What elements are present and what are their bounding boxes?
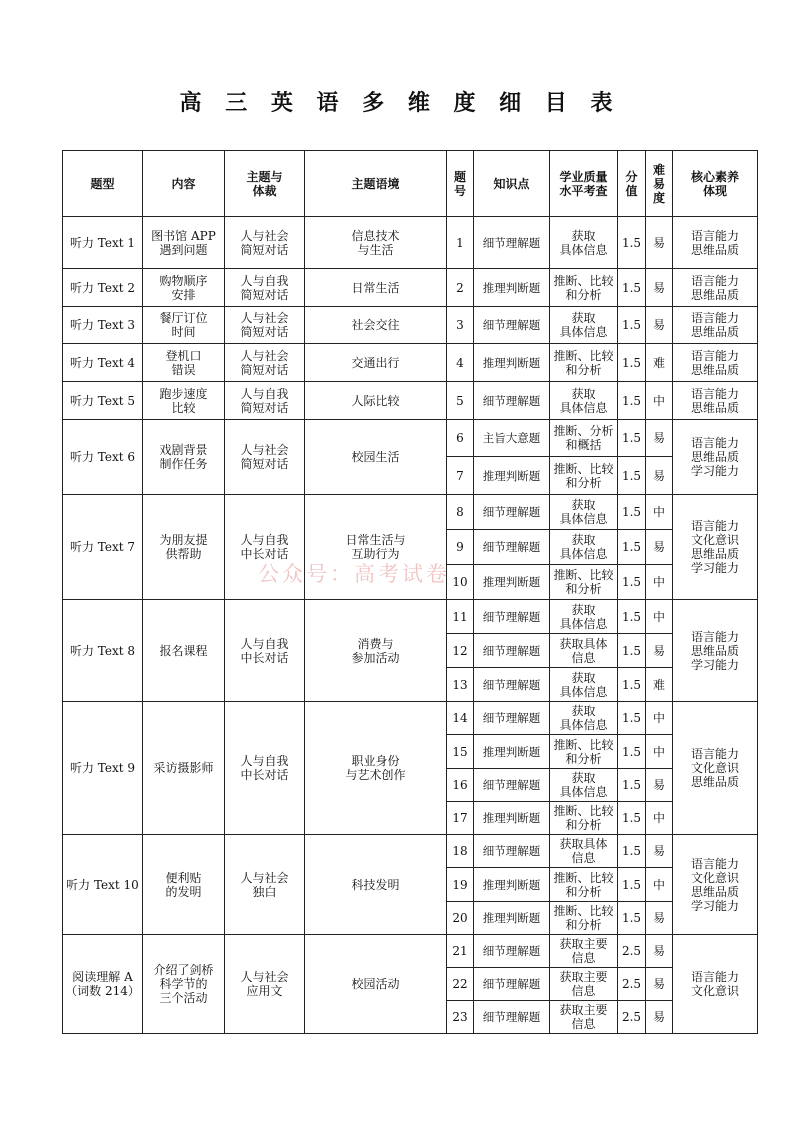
- question-number-cell: 16: [447, 769, 474, 802]
- difficulty-cell: 易: [646, 457, 673, 495]
- score-cell: 1.5: [618, 769, 646, 802]
- score-cell: 1.5: [618, 702, 646, 735]
- question-type-cell: 听力 Text 5: [63, 382, 143, 420]
- question-number-cell: 1: [447, 217, 474, 269]
- context-cell: 人际比较: [305, 382, 447, 420]
- score-cell: 1.5: [618, 217, 646, 269]
- score-cell: 1.5: [618, 634, 646, 668]
- question-number-cell: 7: [447, 457, 474, 495]
- theme-genre-cell: 人与自我 中长对话: [225, 702, 305, 835]
- theme-genre-cell: 人与社会 应用文: [225, 935, 305, 1034]
- spec-table-body: [63, 217, 758, 1034]
- question-number-cell: 5: [447, 382, 474, 420]
- header-row: [63, 151, 758, 217]
- question-type-cell: 听力 Text 3: [63, 307, 143, 344]
- header-question-number: 题 号: [447, 151, 474, 217]
- question-type-cell: 听力 Text 9: [63, 702, 143, 835]
- table-row: [63, 269, 758, 307]
- quality-level-cell: 推断、比较 和分析: [550, 735, 618, 769]
- difficulty-cell: 中: [646, 600, 673, 634]
- difficulty-cell: 易: [646, 217, 673, 269]
- knowledge-point-cell: 细节理解题: [474, 382, 550, 420]
- knowledge-point-cell: 主旨大意题: [474, 420, 550, 457]
- question-number-cell: 14: [447, 702, 474, 735]
- context-cell: 消费与 参加活动: [305, 600, 447, 702]
- content-cell: 图书馆 APP 遇到问题: [143, 217, 225, 269]
- content-cell: 为朋友提 供帮助: [143, 495, 225, 600]
- content-cell: 便利贴 的发明: [143, 835, 225, 935]
- quality-level-cell: 获取 具体信息: [550, 702, 618, 735]
- content-cell: 戏剧背景 制作任务: [143, 420, 225, 495]
- question-number-cell: 17: [447, 802, 474, 835]
- spec-table: [62, 150, 758, 1034]
- content-cell: 报名课程: [143, 600, 225, 702]
- question-number-cell: 18: [447, 835, 474, 868]
- quality-level-cell: 推断、比较 和分析: [550, 457, 618, 495]
- header-core-literacy: 核心素养 体现: [673, 151, 758, 217]
- quality-level-cell: 获取主要 信息: [550, 935, 618, 968]
- knowledge-point-cell: 细节理解题: [474, 634, 550, 668]
- core-literacy-cell: 语言能力 思维品质: [673, 344, 758, 382]
- score-cell: 2.5: [618, 935, 646, 968]
- question-type-cell: 阅读理解 A （词数 214）: [63, 935, 143, 1034]
- core-literacy-cell: 语言能力 思维品质: [673, 217, 758, 269]
- quality-level-cell: 获取 具体信息: [550, 600, 618, 634]
- question-number-cell: 3: [447, 307, 474, 344]
- header-knowledge-point: 知识点: [474, 151, 550, 217]
- knowledge-point-cell: 推理判断题: [474, 457, 550, 495]
- score-cell: 2.5: [618, 1001, 646, 1034]
- content-cell: 餐厅订位 时间: [143, 307, 225, 344]
- score-cell: 1.5: [618, 420, 646, 457]
- knowledge-point-cell: 细节理解题: [474, 600, 550, 634]
- difficulty-cell: 中: [646, 868, 673, 902]
- score-cell: 1.5: [618, 668, 646, 702]
- question-number-cell: 4: [447, 344, 474, 382]
- table-row: [63, 835, 758, 868]
- knowledge-point-cell: 细节理解题: [474, 769, 550, 802]
- context-cell: 科技发明: [305, 835, 447, 935]
- content-cell: 跑步速度 比较: [143, 382, 225, 420]
- knowledge-point-cell: 细节理解题: [474, 835, 550, 868]
- table-row: [63, 702, 758, 735]
- difficulty-cell: 易: [646, 1001, 673, 1034]
- difficulty-cell: 易: [646, 530, 673, 565]
- knowledge-point-cell: 细节理解题: [474, 702, 550, 735]
- score-cell: 1.5: [618, 835, 646, 868]
- header-difficulty: 难 易 度: [646, 151, 673, 217]
- table-row: [63, 217, 758, 269]
- score-cell: 1.5: [618, 344, 646, 382]
- context-cell: 信息技术 与生活: [305, 217, 447, 269]
- theme-genre-cell: 人与自我 简短对话: [225, 382, 305, 420]
- knowledge-point-cell: 推理判断题: [474, 344, 550, 382]
- context-cell: 职业身份 与艺术创作: [305, 702, 447, 835]
- knowledge-point-cell: 推理判断题: [474, 735, 550, 769]
- content-cell: 采访摄影师: [143, 702, 225, 835]
- quality-level-cell: 推断、比较 和分析: [550, 269, 618, 307]
- knowledge-point-cell: 推理判断题: [474, 802, 550, 835]
- knowledge-point-cell: 细节理解题: [474, 530, 550, 565]
- knowledge-point-cell: 推理判断题: [474, 868, 550, 902]
- score-cell: 1.5: [618, 600, 646, 634]
- difficulty-cell: 易: [646, 835, 673, 868]
- difficulty-cell: 易: [646, 968, 673, 1001]
- table-row: [63, 344, 758, 382]
- core-literacy-cell: 语言能力 文化意识 思维品质 学习能力: [673, 495, 758, 600]
- table-row: [63, 382, 758, 420]
- difficulty-cell: 中: [646, 702, 673, 735]
- table-row: [63, 420, 758, 457]
- core-literacy-cell: 语言能力 思维品质 学习能力: [673, 420, 758, 495]
- knowledge-point-cell: 推理判断题: [474, 565, 550, 600]
- score-cell: 1.5: [618, 457, 646, 495]
- content-cell: 登机口 错误: [143, 344, 225, 382]
- core-literacy-cell: 语言能力 思维品质: [673, 269, 758, 307]
- question-number-cell: 2: [447, 269, 474, 307]
- context-cell: 交通出行: [305, 344, 447, 382]
- question-number-cell: 8: [447, 495, 474, 530]
- theme-genre-cell: 人与自我 中长对话: [225, 495, 305, 600]
- knowledge-point-cell: 推理判断题: [474, 902, 550, 935]
- knowledge-point-cell: 细节理解题: [474, 968, 550, 1001]
- quality-level-cell: 获取 具体信息: [550, 769, 618, 802]
- question-number-cell: 6: [447, 420, 474, 457]
- question-number-cell: 19: [447, 868, 474, 902]
- quality-level-cell: 推断、比较 和分析: [550, 802, 618, 835]
- question-type-cell: 听力 Text 6: [63, 420, 143, 495]
- question-type-cell: 听力 Text 8: [63, 600, 143, 702]
- theme-genre-cell: 人与社会 简短对话: [225, 307, 305, 344]
- table-row: [63, 307, 758, 344]
- score-cell: 1.5: [618, 269, 646, 307]
- theme-genre-cell: 人与社会 简短对话: [225, 420, 305, 495]
- difficulty-cell: 中: [646, 802, 673, 835]
- quality-level-cell: 获取 具体信息: [550, 530, 618, 565]
- difficulty-cell: 易: [646, 634, 673, 668]
- knowledge-point-cell: 细节理解题: [474, 307, 550, 344]
- quality-level-cell: 获取具体 信息: [550, 634, 618, 668]
- quality-level-cell: 推断、比较 和分析: [550, 868, 618, 902]
- theme-genre-cell: 人与社会 简短对话: [225, 217, 305, 269]
- quality-level-cell: 获取主要 信息: [550, 1001, 618, 1034]
- difficulty-cell: 难: [646, 668, 673, 702]
- difficulty-cell: 中: [646, 565, 673, 600]
- core-literacy-cell: 语言能力 文化意识 思维品质: [673, 702, 758, 835]
- quality-level-cell: 推断、比较 和分析: [550, 565, 618, 600]
- content-cell: 介绍了剑桥 科学节的 三个活动: [143, 935, 225, 1034]
- question-type-cell: 听力 Text 2: [63, 269, 143, 307]
- header-theme-genre: 主题与 体裁: [225, 151, 305, 217]
- core-literacy-cell: 语言能力 思维品质 学习能力: [673, 600, 758, 702]
- difficulty-cell: 易: [646, 902, 673, 935]
- context-cell: 社会交往: [305, 307, 447, 344]
- question-number-cell: 12: [447, 634, 474, 668]
- difficulty-cell: 中: [646, 382, 673, 420]
- difficulty-cell: 易: [646, 769, 673, 802]
- header-context: 主题语境: [305, 151, 447, 217]
- page-title: 高 三 英 语 多 维 度 细 目 表: [179, 90, 621, 116]
- difficulty-cell: 易: [646, 269, 673, 307]
- core-literacy-cell: 语言能力 文化意识 思维品质 学习能力: [673, 835, 758, 935]
- quality-level-cell: 推断、分析 和概括: [550, 420, 618, 457]
- difficulty-cell: 易: [646, 420, 673, 457]
- theme-genre-cell: 人与社会 独白: [225, 835, 305, 935]
- question-type-cell: 听力 Text 10: [63, 835, 143, 935]
- knowledge-point-cell: 细节理解题: [474, 1001, 550, 1034]
- score-cell: 1.5: [618, 495, 646, 530]
- score-cell: 1.5: [618, 802, 646, 835]
- score-cell: 1.5: [618, 382, 646, 420]
- content-cell: 购物顺序 安排: [143, 269, 225, 307]
- knowledge-point-cell: 推理判断题: [474, 269, 550, 307]
- difficulty-cell: 中: [646, 495, 673, 530]
- quality-level-cell: 获取具体 信息: [550, 835, 618, 868]
- core-literacy-cell: 语言能力 文化意识: [673, 935, 758, 1034]
- theme-genre-cell: 人与自我 中长对话: [225, 600, 305, 702]
- question-type-cell: 听力 Text 1: [63, 217, 143, 269]
- question-number-cell: 13: [447, 668, 474, 702]
- header-quality-level: 学业质量 水平考查: [550, 151, 618, 217]
- question-number-cell: 20: [447, 902, 474, 935]
- difficulty-cell: 易: [646, 935, 673, 968]
- table-row: [63, 935, 758, 968]
- knowledge-point-cell: 细节理解题: [474, 668, 550, 702]
- core-literacy-cell: 语言能力 思维品质: [673, 382, 758, 420]
- quality-level-cell: 推断、比较 和分析: [550, 344, 618, 382]
- quality-level-cell: 获取 具体信息: [550, 307, 618, 344]
- core-literacy-cell: 语言能力 思维品质: [673, 307, 758, 344]
- score-cell: 1.5: [618, 565, 646, 600]
- quality-level-cell: 获取 具体信息: [550, 668, 618, 702]
- table-row: [63, 600, 758, 634]
- question-number-cell: 9: [447, 530, 474, 565]
- difficulty-cell: 易: [646, 307, 673, 344]
- header-type: 题型: [63, 151, 143, 217]
- context-cell: 校园生活: [305, 420, 447, 495]
- table-row: [63, 495, 758, 530]
- quality-level-cell: 推断、比较 和分析: [550, 902, 618, 935]
- knowledge-point-cell: 细节理解题: [474, 495, 550, 530]
- score-cell: 1.5: [618, 530, 646, 565]
- theme-genre-cell: 人与自我 简短对话: [225, 269, 305, 307]
- question-number-cell: 21: [447, 935, 474, 968]
- watermark: 公众号：高考试卷: [258, 562, 450, 586]
- theme-genre-cell: 人与社会 简短对话: [225, 344, 305, 382]
- score-cell: 2.5: [618, 968, 646, 1001]
- context-cell: 日常生活与 互助行为: [305, 495, 447, 600]
- difficulty-cell: 难: [646, 344, 673, 382]
- score-cell: 1.5: [618, 735, 646, 769]
- question-type-cell: 听力 Text 4: [63, 344, 143, 382]
- quality-level-cell: 获取 具体信息: [550, 217, 618, 269]
- score-cell: 1.5: [618, 868, 646, 902]
- header-content: 内容: [143, 151, 225, 217]
- question-number-cell: 23: [447, 1001, 474, 1034]
- difficulty-cell: 中: [646, 735, 673, 769]
- score-cell: 1.5: [618, 307, 646, 344]
- question-number-cell: 22: [447, 968, 474, 1001]
- header-score: 分 值: [618, 151, 646, 217]
- quality-level-cell: 获取主要 信息: [550, 968, 618, 1001]
- question-type-cell: 听力 Text 7: [63, 495, 143, 600]
- knowledge-point-cell: 细节理解题: [474, 217, 550, 269]
- question-number-cell: 11: [447, 600, 474, 634]
- quality-level-cell: 获取 具体信息: [550, 382, 618, 420]
- context-cell: 校园活动: [305, 935, 447, 1034]
- context-cell: 日常生活: [305, 269, 447, 307]
- score-cell: 1.5: [618, 902, 646, 935]
- knowledge-point-cell: 细节理解题: [474, 935, 550, 968]
- quality-level-cell: 获取 具体信息: [550, 495, 618, 530]
- question-number-cell: 15: [447, 735, 474, 769]
- question-number-cell: 10: [447, 565, 474, 600]
